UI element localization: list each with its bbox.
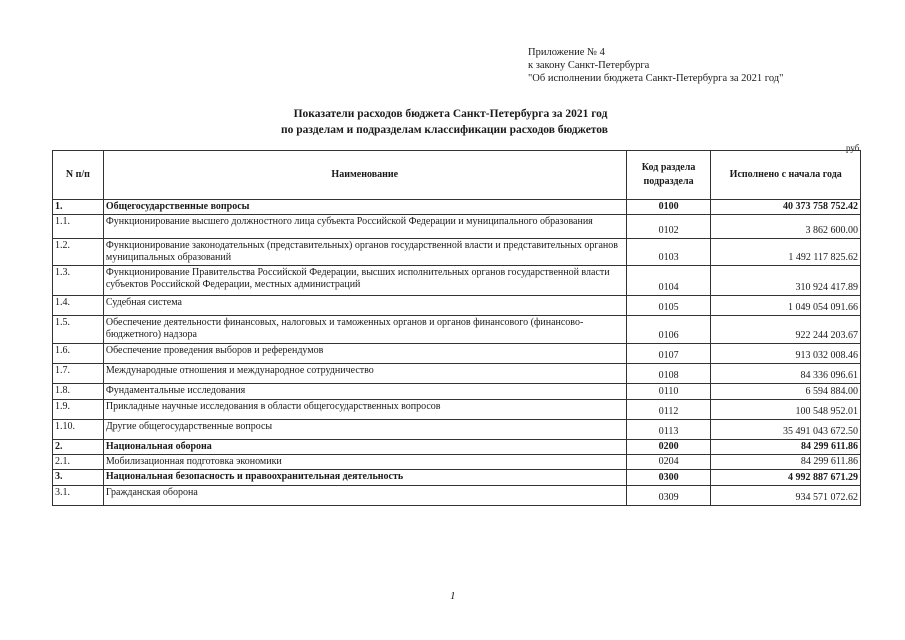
- row-amount: 84 299 611.86: [711, 455, 861, 470]
- unit-label: руб.: [846, 143, 862, 153]
- row-num: 2.: [53, 440, 104, 455]
- row-code: 0300: [626, 470, 711, 486]
- row-name: Судебная система: [103, 296, 626, 316]
- row-code: 0309: [626, 486, 711, 506]
- table-row: [53, 486, 861, 506]
- row-code: 0103: [626, 239, 711, 266]
- table-row: [53, 400, 861, 420]
- row-num: 1.3.: [53, 266, 104, 296]
- table-row: [53, 455, 861, 470]
- row-name: Обеспечение деятельности финансовых, налоговых и таможенных органов и органов финансового (финансово-бюджетного) надзора: [103, 316, 626, 344]
- table-row: [53, 296, 861, 316]
- table-row: [53, 239, 861, 266]
- row-code: 0105: [626, 296, 711, 316]
- row-name: Гражданская оборона: [103, 486, 626, 506]
- table-row: [53, 316, 861, 344]
- table-row: [53, 470, 861, 486]
- table-body: [53, 200, 861, 506]
- table-row: [53, 440, 861, 455]
- row-amount: 4 992 887 671.29: [711, 470, 861, 486]
- appendix-line-2: к закону Санкт-Петербурга: [528, 60, 650, 71]
- header-amount: [711, 151, 861, 200]
- row-num: 1.7.: [53, 364, 104, 384]
- table-row: [53, 420, 861, 440]
- document-title-line-2: по разделам и подразделам классификации расходов бюджетов: [281, 124, 608, 136]
- row-amount: 40 373 758 752.42: [711, 200, 861, 215]
- row-code: 0113: [626, 420, 711, 440]
- row-num: 1.9.: [53, 400, 104, 420]
- document-title-line-1: Показатели расходов бюджета Санкт-Петербурга за 2021 год: [293, 108, 608, 120]
- row-num: 3.1.: [53, 486, 104, 506]
- appendix-line-1: Приложение № 4: [528, 47, 605, 58]
- row-amount: 922 244 203.67: [711, 316, 861, 344]
- row-code: 0204: [626, 455, 711, 470]
- row-code: 0110: [626, 384, 711, 400]
- page-number: 1: [450, 590, 456, 602]
- row-name: Функционирование законодательных (представительных) органов государственной власти и представительных органов муниципальных образований: [103, 239, 626, 266]
- row-amount: 84 336 096.61: [711, 364, 861, 384]
- row-code: 0104: [626, 266, 711, 296]
- header-code: [626, 151, 711, 200]
- row-num: 1.10.: [53, 420, 104, 440]
- row-amount: 100 548 952.01: [711, 400, 861, 420]
- appendix-line-3: "Об исполнении бюджета Санкт-Петербурга за 2021 год": [528, 73, 784, 84]
- row-name: Общегосударственные вопросы: [103, 200, 626, 215]
- row-num: 1.5.: [53, 316, 104, 344]
- row-name: Обеспечение проведения выборов и референдумов: [103, 344, 626, 364]
- table-row: [53, 200, 861, 215]
- row-amount: 310 924 417.89: [711, 266, 861, 296]
- row-name: Мобилизационная подготовка экономики: [103, 455, 626, 470]
- row-num: 1.4.: [53, 296, 104, 316]
- table-row: [53, 384, 861, 400]
- row-num: 1.: [53, 200, 104, 215]
- table-row: [53, 266, 861, 296]
- table-row: [53, 344, 861, 364]
- row-code: 0200: [626, 440, 711, 455]
- row-code: 0112: [626, 400, 711, 420]
- row-name: Прикладные научные исследования в области общегосударственных вопросов: [103, 400, 626, 420]
- row-code: 0100: [626, 200, 711, 215]
- row-name: Другие общегосударственные вопросы: [103, 420, 626, 440]
- row-name: Функционирование высшего должностного лица субъекта Российской Федерации и муниципального образования: [103, 215, 626, 239]
- row-code: 0108: [626, 364, 711, 384]
- row-amount: 934 571 072.62: [711, 486, 861, 506]
- row-num: 1.2.: [53, 239, 104, 266]
- table-row: [53, 364, 861, 384]
- row-num: 1.8.: [53, 384, 104, 400]
- header-num: N п/п: [53, 151, 104, 200]
- row-amount: 35 491 043 672.50: [711, 420, 861, 440]
- row-amount: 913 032 008.46: [711, 344, 861, 364]
- appendix-note: [528, 46, 783, 85]
- row-code: 0106: [626, 316, 711, 344]
- budget-table: [52, 150, 861, 506]
- table-row: [53, 215, 861, 239]
- row-amount: 1 492 117 825.62: [711, 239, 861, 266]
- row-name: Национальная оборона: [103, 440, 626, 455]
- row-amount: 6 594 884.00: [711, 384, 861, 400]
- row-code: 0107: [626, 344, 711, 364]
- header-name: Наименование: [103, 151, 626, 200]
- row-num: 2.1.: [53, 455, 104, 470]
- row-name: Фундаментальные исследования: [103, 384, 626, 400]
- row-num: 1.6.: [53, 344, 104, 364]
- table-header-row: [53, 151, 861, 200]
- header-amount-text: Исполнено с начала года: [729, 169, 842, 180]
- row-num: 3.: [53, 470, 104, 486]
- row-amount: 3 862 600.00: [711, 215, 861, 239]
- row-code: 0102: [626, 215, 711, 239]
- row-amount: 84 299 611.86: [711, 440, 861, 455]
- row-num: 1.1.: [53, 215, 104, 239]
- row-name: Национальная безопасность и правоохранительная деятельность: [103, 470, 626, 486]
- row-name: Международные отношения и международное сотрудничество: [103, 364, 626, 384]
- row-amount: 1 049 054 091.66: [711, 296, 861, 316]
- header-code-text: Код раздела подраздела: [641, 162, 696, 187]
- row-name: Функционирование Правительства Российской Федерации, высших исполнительных органов государственной власти субъектов Российской Федерации, местных администраций: [103, 266, 626, 296]
